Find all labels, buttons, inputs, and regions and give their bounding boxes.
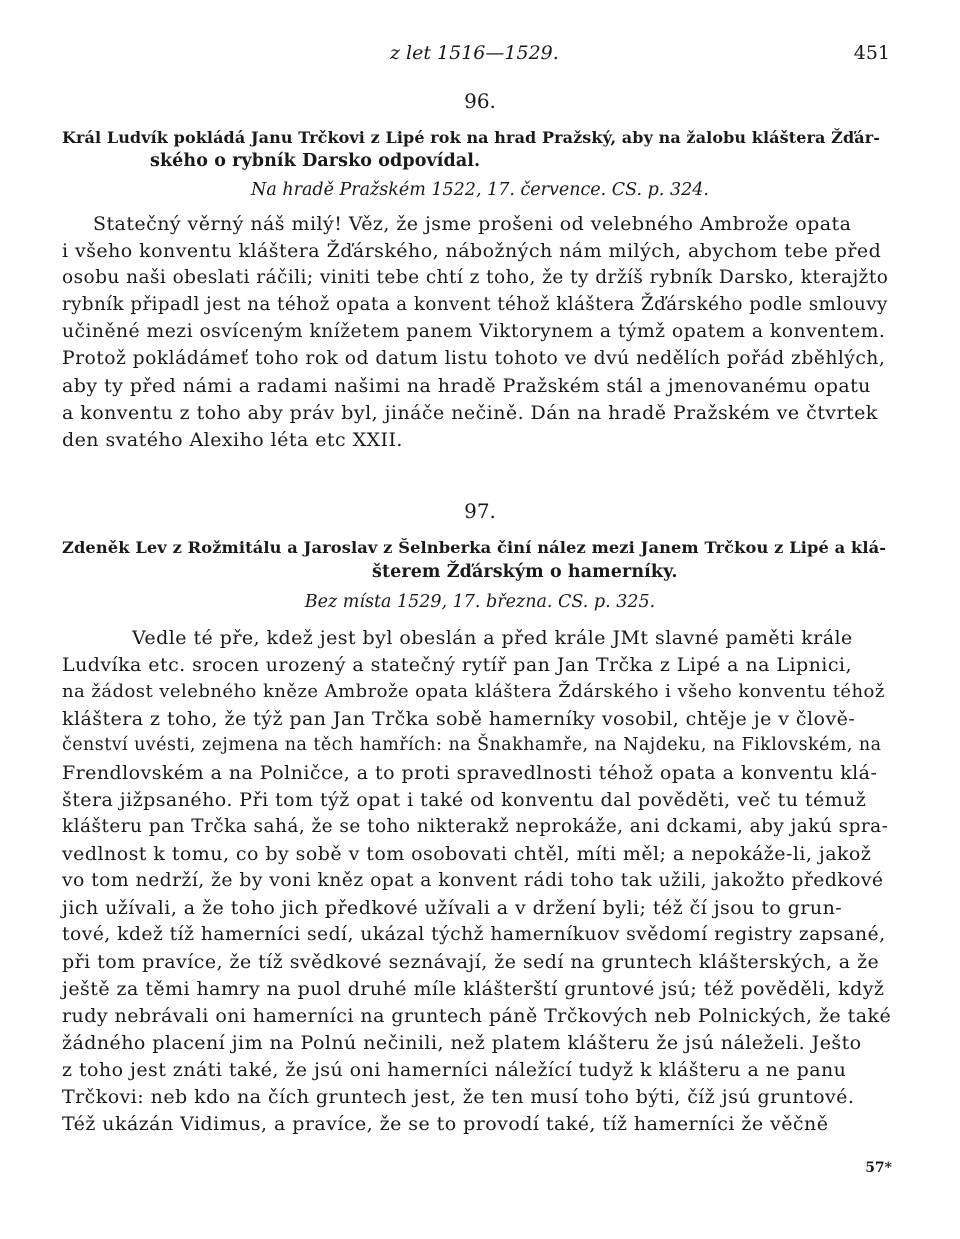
body-line: osobu naši obeslati ráčili; viniti tebe chtí z toho, že ty držíš rybník Darsko, kterajžto (62, 267, 889, 288)
section-summary-line: Zdeněk Lev z Rožmitálu a Jaroslav z Šelnberka činí nález mezi Janem Trčkou z Lipé a klá- (62, 538, 887, 557)
section-summary-line: Král Ludvík pokládá Janu Trčkovi z Lipé rok na hrad Pražský, aby na žalobu kláštera Žďár- (62, 128, 880, 147)
body-line: čenství uvésti, zejmena na těch hamřích: na Šnakhamře, na Najdeku, na Fiklovském, na (62, 735, 882, 755)
body-line: Protož pokládámeť toho rok od datum listu tohoto ve dvú nedělích pořád zběhlých, (62, 348, 886, 369)
section-summary-line: šterem Žďárským o hamerníky. (372, 562, 678, 582)
body-line: Též ukázán Vidimus, a pravíce, že se to provodí také, tíž hamerníci že věčně (62, 1113, 829, 1135)
section-number: 97. (464, 499, 496, 523)
section-dateline: Na hradě Pražském 1522, 17. července. CS. p. 324. (251, 180, 709, 200)
body-line: žádného placení jim na Polnú nečinili, než platem klášteru že jsú náleželi. Ješto (62, 1032, 862, 1054)
body-line: na žádost velebného kněze Ambrože opata kláštera Ždárského i všeho konventu téhož (62, 681, 885, 702)
body-line: Statečný věrný náš milý! Věz, že jsme prošeni od velebného Ambrože opata (93, 213, 852, 235)
running-head-title: z let 1516—1529. (390, 42, 559, 64)
body-line: Trčkovi: neb kdo na čích gruntech jest, že ten musí toho býti, číž jsú gruntové. (62, 1086, 855, 1108)
body-line: vedlnost k tomu, co by sobě v tom osobovati chtěl, míti měl; a nepokáže-li, jakož (62, 843, 872, 865)
body-line: vo tom nedrží, že by voni kněz opat a konvent rádi toho tak užili, jakožto předkové (62, 870, 884, 891)
body-line: aby ty před námi a radami našimi na hradě Pražském stál a jmenovanému opatu (62, 375, 871, 397)
section-dateline: Bez místa 1529, 17. března. CS. p. 325. (304, 592, 656, 612)
body-line: klášteru pan Trčka sahá, že se toho nikterakž neprokáže, ani dckami, aby jakú spra- (62, 816, 889, 837)
running-head (0, 40, 960, 70)
body-line: jich užívali, a že toho jich předkové užívali a v držení byli; též čí jsou to grun- (62, 897, 843, 919)
section-summary-line: ského o rybník Darsko odpovídal. (150, 151, 481, 171)
body-line: štera jižpsaného. Při tom týž opat i také od konventu dal pověděti, več tu témuž (62, 789, 867, 811)
body-line: ještě za těmi hamry na puol druhé míle klášterští gruntové jsú; též pověděli, když (62, 978, 885, 1000)
signature-mark: 57* (865, 1160, 892, 1176)
body-line: rudy nebrávali oni hamerníci na gruntech páně Trčkových neb Polnických, že také (62, 1005, 892, 1027)
body-line: Ludvíka etc. srocen urozený a statečný rytíř pan Jan Trčka z Lipé a na Lipnici, (62, 654, 852, 676)
section-number: 96. (464, 89, 496, 113)
body-line: kláštera z toho, že týž pan Jan Trčka sobě hamerníky vosobil, chtěje je v člově- (62, 708, 856, 730)
body-line: Vedle té pře, kdež jest byl obeslán a před krále JMt slavné paměti krále (132, 627, 853, 649)
body-line: den svatého Alexiho léta etc XXII. (62, 429, 403, 451)
body-line: učiněné mezi osvíceným knížetem panem Viktorynem a týmž opatem a konventem. (62, 321, 886, 342)
body-line: tové, kdež tíž hamerníci sedí, ukázal týchž hamerníkuov svědomí registry zapsané, (62, 924, 886, 945)
body-line: při tom pravíce, že tíž svědkové seznávají, že sedí na gruntech klášterských, a že (62, 951, 880, 973)
body-line: rybník připadl jest na téhož opata a konvent téhož kláštera Žďárského podle smlouvy (62, 294, 888, 315)
body-line: Frendlovském a na Polničce, a to proti spravedlnosti téhož opata a konventu klá- (62, 762, 878, 784)
page-number: 451 (853, 42, 890, 64)
body-line: a konventu z toho aby práv byl, jináče nečině. Dán na hradě Pražském ve čtvrtek (62, 402, 878, 424)
body-line: i všeho konventu kláštera Žďárského, nábožných nám milých, abychom tebe před (62, 240, 882, 262)
body-line: z toho jest znáti také, že jsú oni hamerníci náležící tudyž k klášteru a ne panu (62, 1059, 847, 1081)
